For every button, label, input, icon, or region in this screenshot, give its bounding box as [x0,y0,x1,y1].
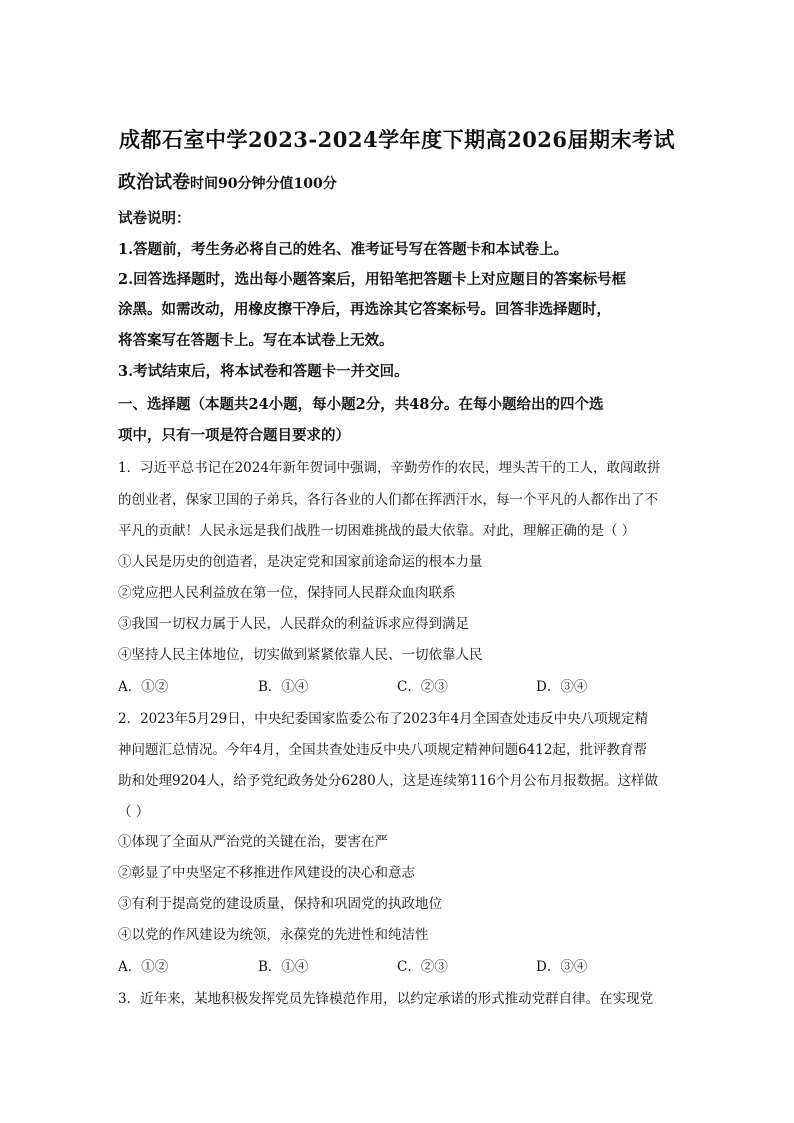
time-score-label: 时间90分钟分值100分 [190,176,337,192]
instruction-line: 涂黑。如需改动，用橡皮擦干净后，再选涂其它答案标号。回答非选择题时， [118,301,611,318]
question-2-statement: ④以党的作风建设为统领，永葆党的先进性和纯洁性 [118,927,429,943]
question-1-stem: 1．习近平总书记在2024年新年贺词中强调，辛勤劳作的农民，埋头苦干的工人，敢闯敢拼 [118,460,661,476]
question-1-statement: ③我国一切权力属于人民，人民群众的利益诉求应得到满足 [118,616,469,632]
section-heading: 项中，只有一项是符合题目要求的） [118,427,350,444]
option-a: A．①② [118,959,169,975]
option-b: B．①④ [258,679,309,695]
question-1-statement: ②党应把人民利益放在第一位，保持同人民群众血肉联系 [118,585,456,601]
question-2-statement: ①体现了全面从严治党的关键在治，要害在严 [118,834,388,850]
question-2-statement: ②彰显了中央坚定不移推进作风建设的决心和意志 [118,865,415,881]
question-2-stem: （ ） [118,804,150,820]
instruction-line: 3.考试结束后，将本试卷和答题卡一并交回。 [118,363,409,380]
exam-subtitle [118,168,337,194]
question-2-stem: 2．2023年5月29日，中央纪委国家监委公布了2023年4月全国查处违反中央八项规定精 [118,711,649,727]
question-1-stem: 的创业者，保家卫国的子弟兵，各行各业的人们都在挥洒汗水，每一个平凡的人都作出了不 [118,492,658,508]
section-heading: 一、选择题（本题共24小题，每小题2分，共48分。在每小题给出的四个选 [118,396,604,413]
option-d: D．③④ [536,679,588,695]
option-c: C．②③ [397,679,448,695]
question-1-statement: ④坚持人民主体地位，切实做到紧紧依靠人民、一切依靠人民 [118,647,483,663]
question-1-stem: 平凡的贡献！人民永远是我们战胜一切困难挑战的最大依靠。对此，理解正确的是（ ） [118,523,636,539]
exam-title: 成都石室中学2023-2024学年度下期高2026届期末考试 [118,127,676,152]
option-a: A．①② [118,679,169,695]
question-2-stem: 助和处理9204人，给予党纪政务处分6280人，这是连续第116个月公布月报数据。这样做 [118,773,658,789]
instruction-line: 将答案写在答题卡上。写在本试卷上无效。 [118,332,394,349]
instruction-line: 2.回答选择题时，选出每小题答案后，用铅笔把答题卡上对应题目的答案标号框 [118,271,627,288]
question-1-statement: ①人民是历史的创造者，是决定党和国家前途命运的根本力量 [118,554,483,570]
option-b: B．①④ [258,959,309,975]
question-2-stem: 神问题汇总情况。今年4月，全国共查处违反中央八项规定精神问题6412起，批评教育帮 [118,742,647,758]
question-3-stem: 3．近年来，某地积极发挥党员先锋模范作用，以约定承诺的形式推动党群自律。在实现党 [118,991,654,1007]
instruction-line: 1.答题前，考生务必将自己的姓名、准考证号写在答题卡和本试卷上。 [118,241,569,258]
question-2-statement: ③有利于提高党的建设质量，保持和巩固党的执政地位 [118,896,442,912]
option-c: C．②③ [397,959,448,975]
subject-label: 政治试卷 [118,172,190,193]
option-d: D．③④ [536,959,588,975]
instructions-heading: 试卷说明： [118,210,191,227]
